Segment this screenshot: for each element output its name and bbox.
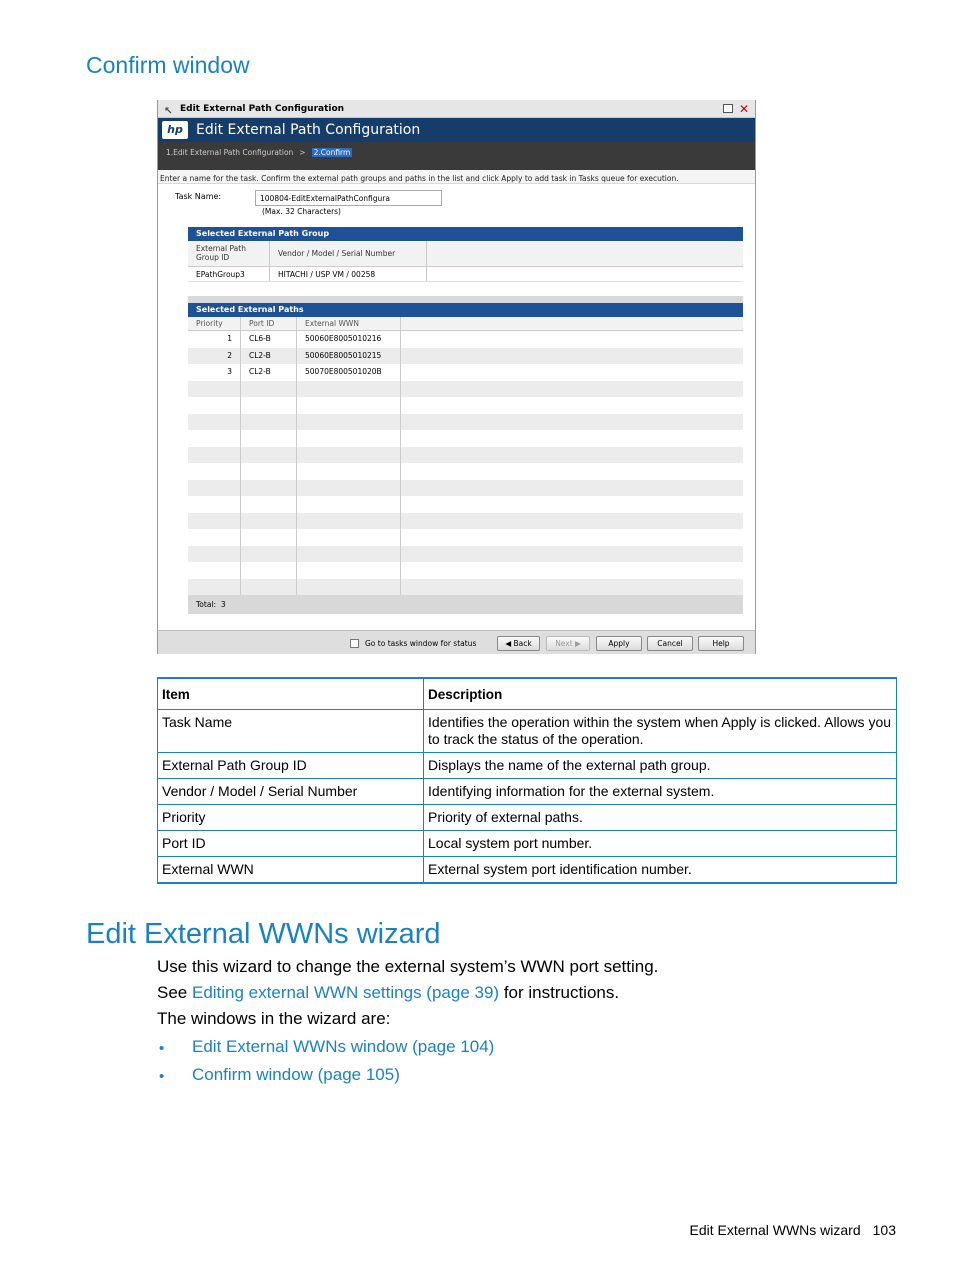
confirm-window-link[interactable]: Confirm window (page 105) <box>192 1065 400 1084</box>
footer-text: Edit External WWNs wizard <box>689 1222 861 1238</box>
priority-cell: 2 <box>188 348 241 365</box>
bullet-icon: • <box>159 1068 165 1085</box>
editing-wwn-settings-link[interactable]: Editing external WWN settings (page 39) <box>191 983 500 1002</box>
page-footer <box>689 1222 896 1238</box>
instruction-text: Enter a name for the task. Confirm the external path groups and paths in the list and click Apply to add task in Tasks queue for execution. <box>158 170 755 184</box>
table-row <box>158 830 897 856</box>
description-cell: Identifies the operation within the system when Apply is clicked. Allows you to track the status of the operation. <box>424 709 897 752</box>
app-screenshot <box>157 100 756 654</box>
total-value: 3 <box>220 600 226 609</box>
empty-table-row <box>188 447 743 464</box>
description-cell: Priority of external paths. <box>424 804 897 830</box>
intro-text: Use this wizard to change the external system’s WWN port setting. <box>157 957 659 976</box>
table-header-row <box>158 678 897 709</box>
empty-table-row <box>188 546 743 563</box>
empty-table-row <box>188 496 743 513</box>
hp-logo-icon: hp <box>162 121 188 139</box>
table-row[interactable] <box>188 348 743 365</box>
selected-paths-panel <box>188 303 743 614</box>
breadcrumb-step2: 2.Confirm <box>313 148 351 157</box>
empty-table-row <box>188 579 743 596</box>
wwn-cell: 50070E800501020B <box>297 364 401 381</box>
table-row <box>158 709 897 752</box>
item-cell: Task Name <box>158 709 424 752</box>
cancel-button[interactable]: Cancel <box>647 636 693 651</box>
empty-table-row <box>188 463 743 480</box>
selected-group-panel <box>188 227 743 314</box>
help-button[interactable]: Help <box>698 636 744 651</box>
paths-total <box>188 595 743 614</box>
empty-table-row <box>188 430 743 447</box>
table-row[interactable] <box>188 331 743 348</box>
group-id-cell: EPathGroup3 <box>188 267 270 281</box>
item-cell: External Path Group ID <box>158 752 424 778</box>
next-button[interactable]: Next ▶ <box>546 636 590 651</box>
go-to-tasks-checkbox[interactable] <box>350 639 359 648</box>
description-cell: Identifying information for the external system. <box>424 778 897 804</box>
window-title-bar <box>158 100 755 118</box>
paths-panel-title: Selected External Paths <box>188 303 743 317</box>
priority-cell: 3 <box>188 364 241 381</box>
port-cell: CL6-B <box>241 331 297 348</box>
header-item: Item <box>158 678 424 709</box>
item-cell: Port ID <box>158 830 424 856</box>
description-cell: External system port identification number. <box>424 856 897 883</box>
window-title: Edit External Path Configuration <box>180 104 345 114</box>
breadcrumb-separator: > <box>299 148 306 157</box>
paths-table-body <box>188 331 743 595</box>
task-name-label: Task Name: <box>175 192 222 201</box>
dialog-button-bar <box>158 630 755 654</box>
empty-table-row <box>188 562 743 579</box>
breadcrumb-step1[interactable]: 1.Edit External Path Configuration <box>166 148 294 157</box>
see-paragraph <box>157 983 619 1003</box>
col-port-id[interactable]: Port ID <box>241 317 297 330</box>
empty-table-row <box>188 529 743 546</box>
empty-table-row <box>188 397 743 414</box>
description-cell: Local system port number. <box>424 830 897 856</box>
table-row[interactable] <box>188 267 743 282</box>
apply-button[interactable]: Apply <box>596 636 642 651</box>
empty-table-row <box>188 513 743 530</box>
edit-wwns-window-link[interactable]: Edit External WWNs window (page 104) <box>192 1037 495 1056</box>
vendor-cell: HITACHI / USP VM / 00258 <box>270 267 427 281</box>
group-panel-title: Selected External Path Group <box>188 227 743 241</box>
task-name-hint: (Max. 32 Characters) <box>262 207 341 216</box>
dialog-header-title: Edit External Path Configuration <box>196 122 421 138</box>
item-cell: Vendor / Model / Serial Number <box>158 778 424 804</box>
task-name-input[interactable]: 100804-EditExternalPathConfigura <box>255 190 442 206</box>
table-row <box>158 856 897 883</box>
see-prefix: See <box>157 983 188 1002</box>
wizard-title: Edit External WWNs wizard <box>86 918 441 950</box>
col-group-id[interactable]: External Path Group ID <box>188 241 270 266</box>
header-description: Description <box>424 678 897 709</box>
bullet-icon: • <box>159 1040 165 1057</box>
empty-table-row <box>188 480 743 497</box>
wwn-cell: 50060E8005010215 <box>297 348 401 365</box>
empty-table-row <box>188 414 743 431</box>
wizard-breadcrumb <box>158 142 755 170</box>
description-cell: Displays the name of the external path group. <box>424 752 897 778</box>
total-label: Total: <box>196 600 217 609</box>
window-icon: ↖ <box>164 106 173 117</box>
item-cell: External WWN <box>158 856 424 883</box>
see-suffix: for instructions. <box>503 983 620 1002</box>
section-title: Confirm window <box>86 52 250 78</box>
back-button[interactable]: ◀ Back <box>497 636 540 651</box>
port-cell: CL2-B <box>241 364 297 381</box>
item-cell: Priority <box>158 804 424 830</box>
go-to-tasks-label: Go to tasks window for status <box>365 639 477 648</box>
windows-intro: The windows in the wizard are: <box>157 1009 391 1028</box>
group-table-header <box>188 241 743 267</box>
dialog-header <box>158 118 755 142</box>
priority-cell: 1 <box>188 331 241 348</box>
wwn-cell: 50060E8005010216 <box>297 331 401 348</box>
col-vendor[interactable]: Vendor / Model / Serial Number <box>270 241 427 266</box>
paths-table-header <box>188 317 743 331</box>
table-row <box>158 752 897 778</box>
maximize-icon[interactable] <box>723 104 733 113</box>
table-row <box>158 804 897 830</box>
port-cell: CL2-B <box>241 348 297 365</box>
empty-table-row <box>188 381 743 398</box>
col-priority[interactable]: Priority <box>188 317 241 330</box>
table-row[interactable] <box>188 364 743 381</box>
page-number: 103 <box>872 1222 896 1238</box>
col-external-wwn[interactable]: External WWN <box>297 317 401 330</box>
item-description-table <box>157 677 897 884</box>
table-row <box>158 778 897 804</box>
close-icon[interactable]: ✕ <box>738 102 749 116</box>
